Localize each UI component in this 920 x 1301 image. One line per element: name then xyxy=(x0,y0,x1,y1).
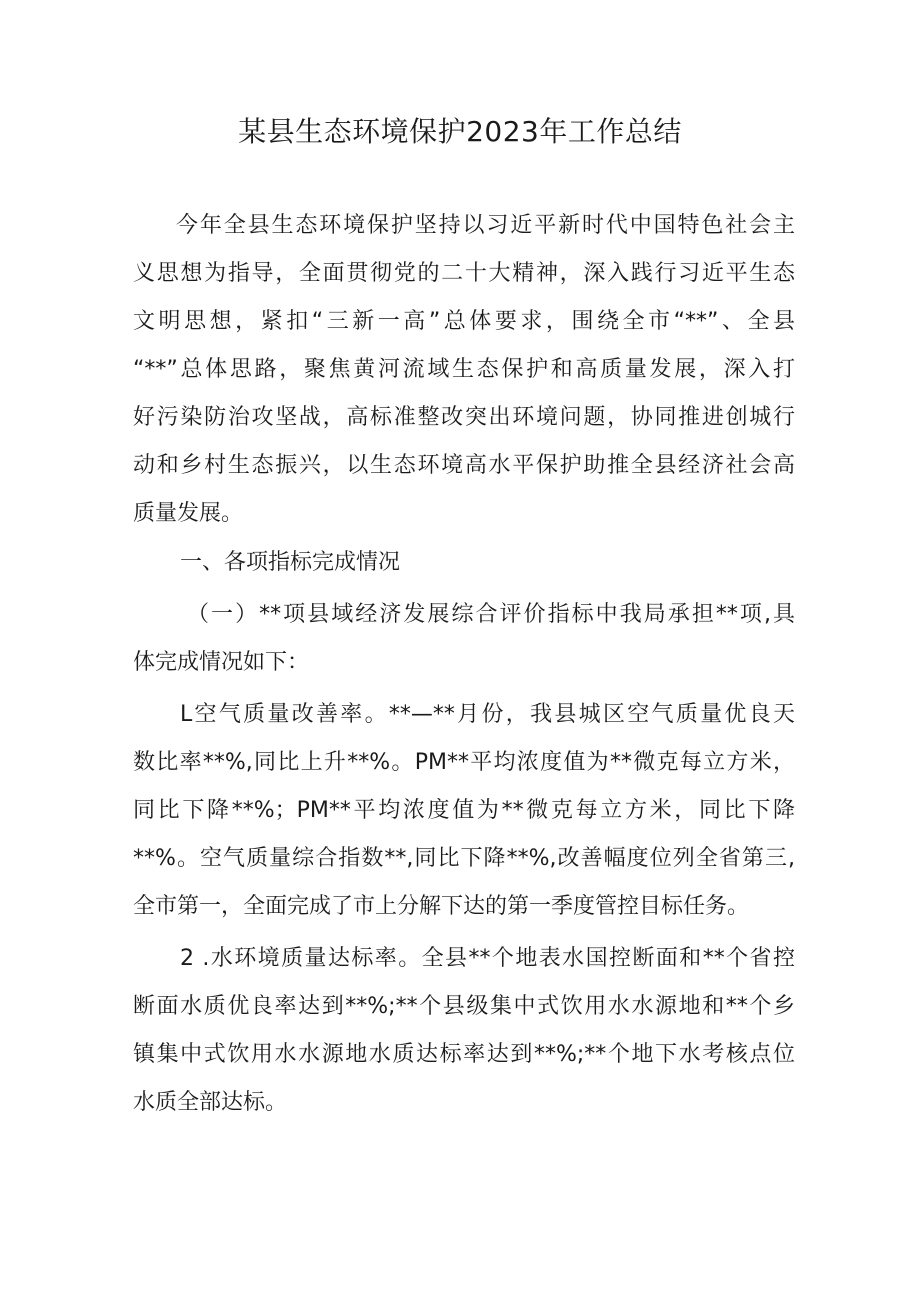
paragraph-line: 文明思想，紧扣“三新一高”总体要求，围绕全市“**”、全县 xyxy=(133,309,795,334)
paragraph-line: 数比率**%,同比上升**%。PM**平均浓度值为**微克每立方米， xyxy=(133,750,795,775)
intro-paragraph xyxy=(133,202,795,538)
paragraph-line: 今年全县生态环境保护坚持以习近平新时代中国特色社会主 xyxy=(176,213,795,238)
paragraph-line: **%。空气质量综合指数**,同比下降**%,改善幅度位列全省第三, xyxy=(133,846,795,871)
document-title: 某县生态环境保护2023年工作总结 xyxy=(238,115,682,148)
paragraph-line: 动和乡村生态振兴，以生态环境高水平保护助推全县经济社会高 xyxy=(133,453,795,478)
paragraph-line: L空气质量改善率。**—**月份，我县城区空气质量优良天 xyxy=(180,702,795,727)
paragraph-line: 质量发展。 xyxy=(133,501,244,526)
paragraph-line: 2 .水环境质量达标率。全县**个地表水国控断面和**个省控 xyxy=(180,946,795,971)
item-air-quality xyxy=(133,691,795,931)
section-heading: 一、各项指标完成情况 xyxy=(180,550,401,575)
paragraph-line: 断面水质优良率达到**%;**个县级集中式饮用水水源地和**个乡 xyxy=(133,994,795,1019)
document-body xyxy=(133,202,795,1127)
paragraph-line: 同比下降**%；PM**平均浓度值为**微克每立方米，同比下降 xyxy=(133,798,795,823)
paragraph-line: 全市第一，全面完成了市上分解下达的第一季度管控目标任务。 xyxy=(133,894,750,919)
paragraph-line: 好污染防治攻坚战，高标准整改突出环境问题，协同推进创城行 xyxy=(133,405,795,430)
paragraph-line: 镇集中式饮用水水源地水质达标率达到**%;**个地下水考核点位 xyxy=(133,1042,795,1067)
paragraph-line: 水质全部达标。 xyxy=(133,1090,288,1115)
item-water-quality xyxy=(133,935,795,1127)
paragraph-line: （一）**项县域经济发展综合评价指标中我局承担**项,具 xyxy=(187,602,795,627)
paragraph-line: 体完成情况如下： xyxy=(133,650,310,675)
subsection-paragraph xyxy=(133,591,795,687)
paragraph-line: 义思想为指导，全面贯彻党的二十大精神，深入践行习近平生态 xyxy=(133,261,795,286)
paragraph-line: “**”总体思路，聚焦黄河流域生态保护和高质量发展，深入打 xyxy=(133,357,795,382)
